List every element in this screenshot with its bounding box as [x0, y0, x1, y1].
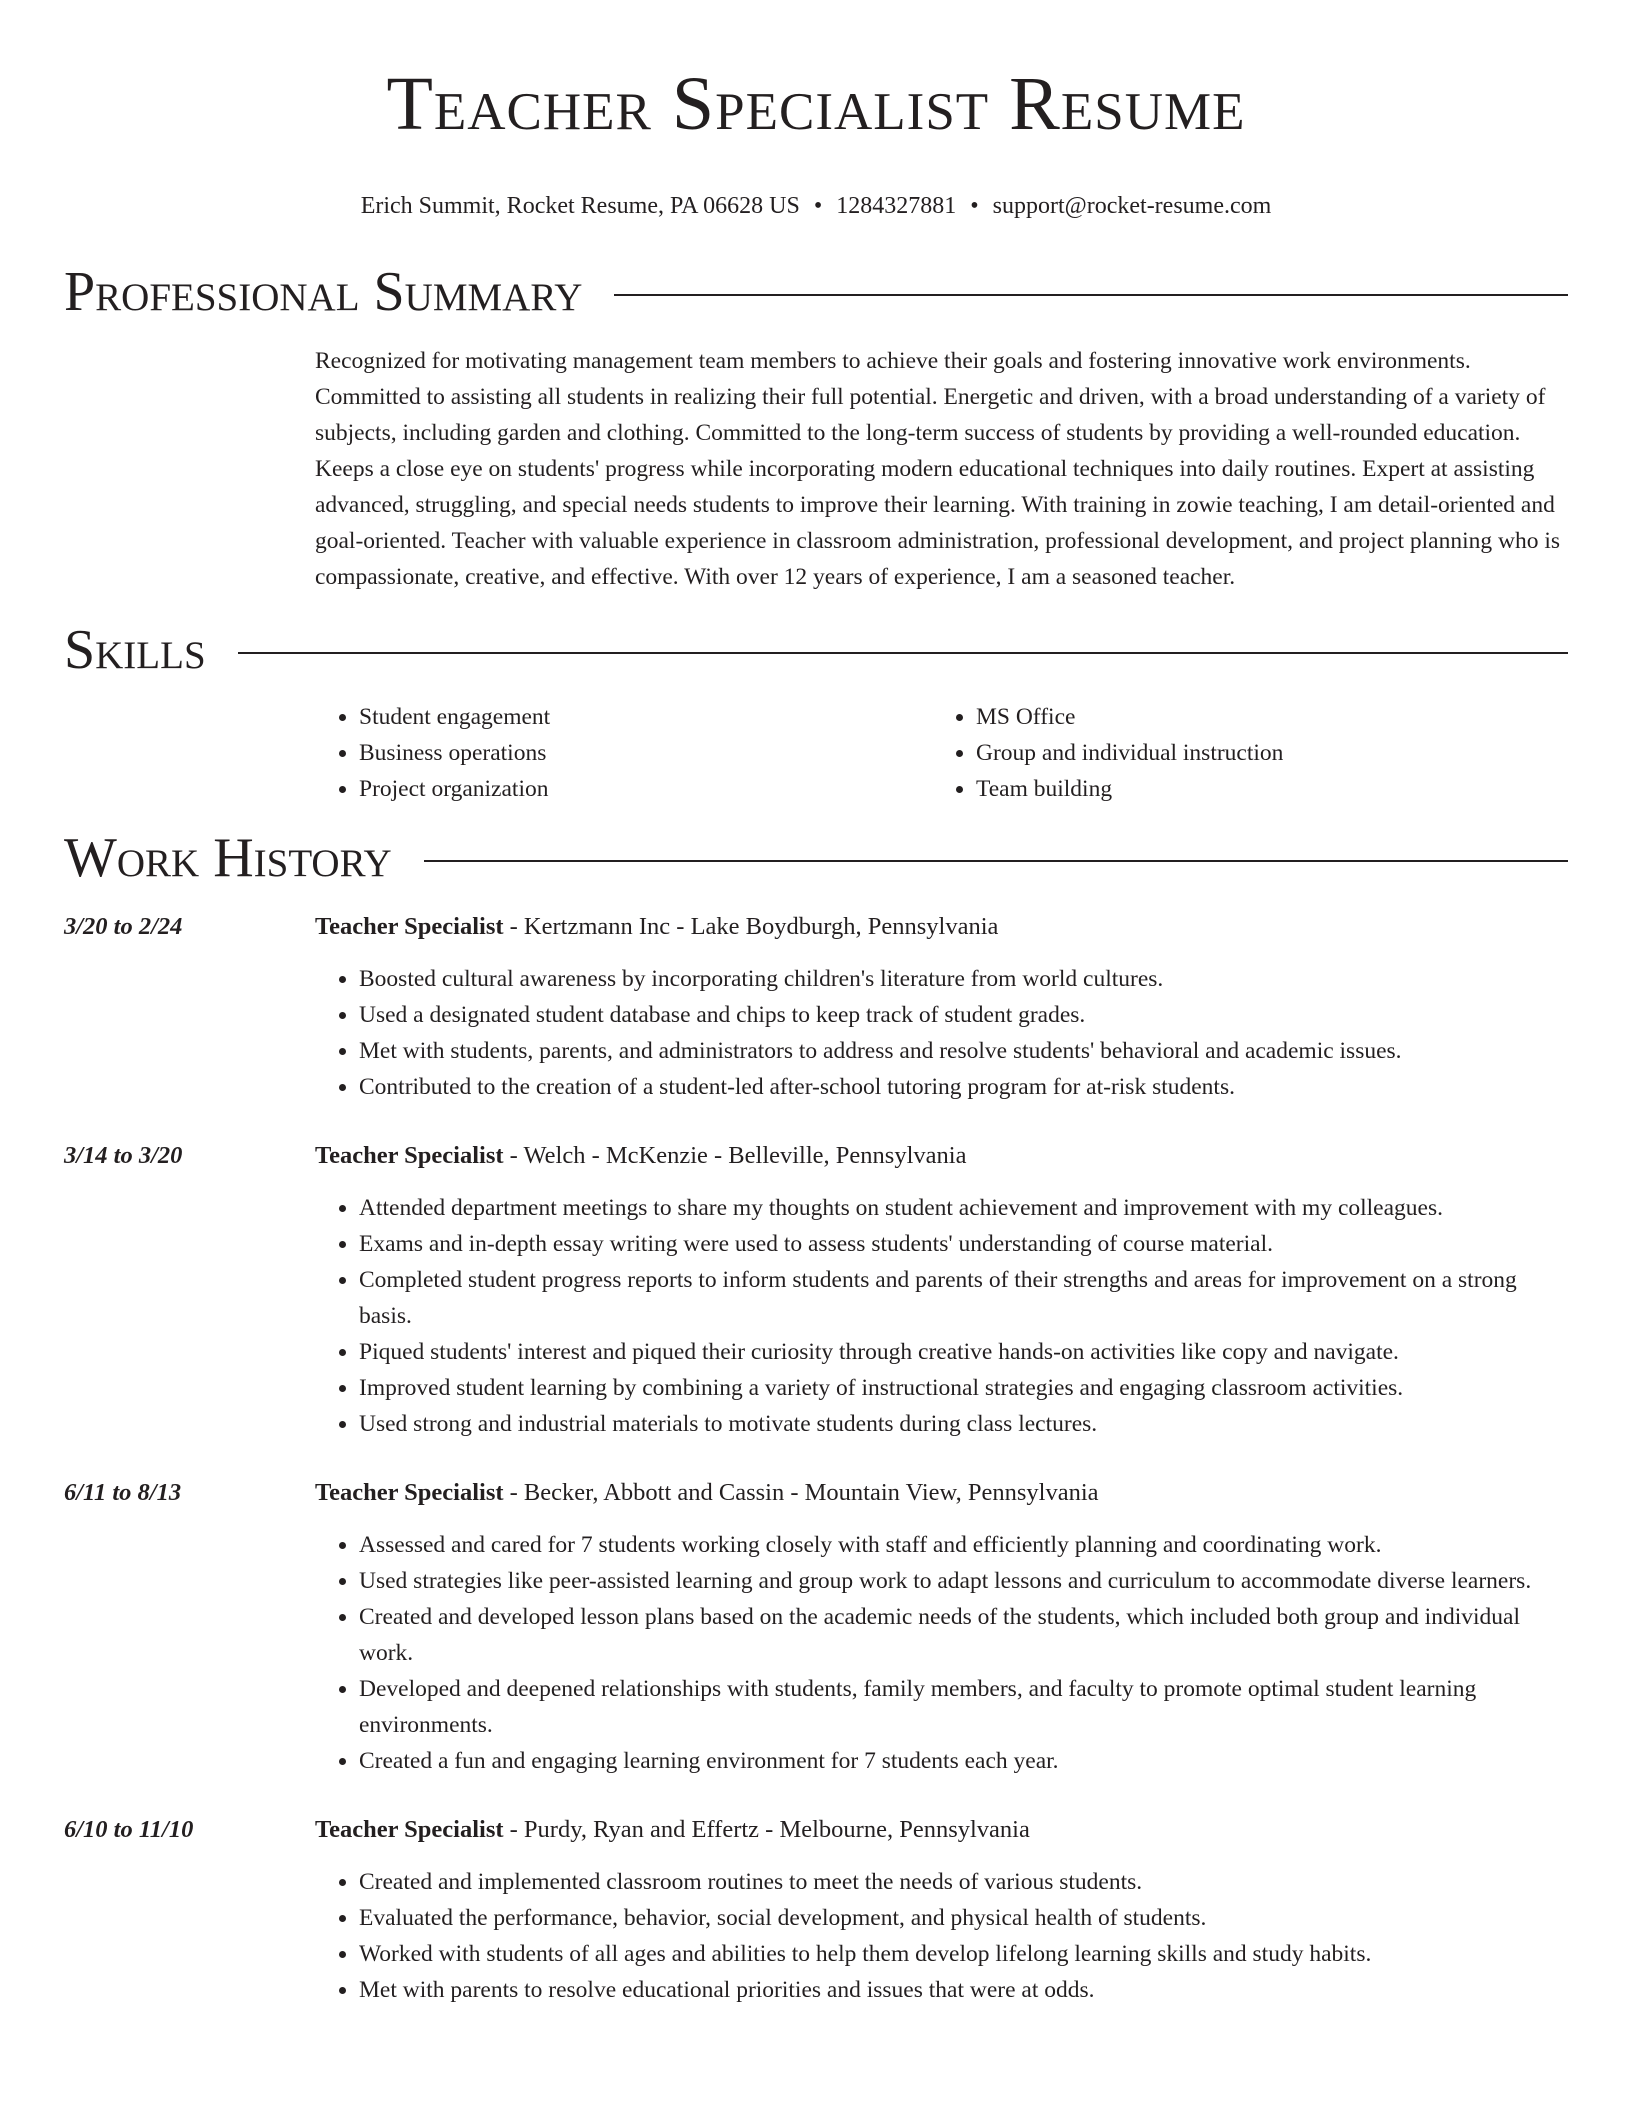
- job-bullet: • Used strong and industrial materials to motivate students during class lectures.: [359, 1406, 1568, 1442]
- job-bullet: • Completed student progress reports to inform students and parents of their strengths and areas for improvement on a strong basis.: [359, 1262, 1568, 1334]
- summary-text: Recognized for motivating management team members to achieve their goals and fostering innovative work environments. Committed to assisting all students in realizing their full potential. Energetic and driven, with a broad understanding of a variety of subjects, including garden and clothing. Committed to the long-term success of students by providing a well-rounded education. Keeps a close eye on students' progress while incorporating modern educational techniques into daily routines. Expert at assisting advanced, struggling, and special needs students to improve their learning. With training in zowie teaching, I am detail-oriented and goal-oriented. Teacher with valuable experience in classroom administration, professional development, and project planning who is compassionate, creative, and effective. With over 12 years of experience, I am a seasoned teacher.: [315, 348, 1560, 590]
- contact-separator: •: [813, 193, 823, 219]
- job-heading-line: [315, 1812, 1030, 1848]
- job-entry: [64, 909, 1568, 1105]
- job-bullet: • Evaluated the performance, behavior, social development, and physical health of students.: [359, 1900, 1568, 1936]
- section-divider: [238, 652, 1568, 654]
- work-heading: Work History: [64, 827, 392, 889]
- job-heading-line: [315, 1475, 1099, 1511]
- skills-heading: Skills: [64, 619, 206, 681]
- job-bullet: • Worked with students of all ages and abilities to help them develop lifelong learning skills and study habits.: [359, 1936, 1568, 1972]
- job-bullet: • Used strategies like peer-assisted learning and group work to adapt lessons and curriculum to accommodate diverse learners.: [359, 1563, 1568, 1599]
- job-bullets: [315, 1527, 1568, 1779]
- job-bullets: [315, 1190, 1568, 1442]
- job-bullet: • Boosted cultural awareness by incorporating children's literature from world cultures.: [359, 961, 1568, 997]
- skill-item: • MS Office: [976, 699, 1549, 735]
- job-entry: [64, 1812, 1568, 2008]
- summary-body: [315, 343, 1568, 595]
- job-dates: 3/20 to 2/24: [64, 913, 183, 940]
- resume-title: Teacher Specialist Resume: [386, 62, 1246, 146]
- skills-column-right: [932, 699, 1549, 807]
- skills-column-left: [315, 699, 932, 807]
- job-header: [64, 1812, 1568, 1848]
- job-bullet: • Assessed and cared for 7 students working closely with staff and efficiently planning and coordinating work.: [359, 1527, 1568, 1563]
- job-bullet: • Met with parents to resolve educational priorities and issues that were at odds.: [359, 1972, 1568, 2008]
- contact-email: support@rocket-resume.com: [992, 193, 1272, 219]
- job-heading-line: [315, 1138, 966, 1174]
- skills-section-header: [64, 615, 1568, 685]
- job-title: Teacher Specialist: [315, 1142, 504, 1169]
- job-bullet: • Contributed to the creation of a student-led after-school tutoring program for at-risk students.: [359, 1069, 1568, 1105]
- section-divider: [614, 294, 1568, 296]
- job-bullets: [315, 961, 1568, 1105]
- summary-heading: Professional Summary: [64, 261, 583, 323]
- job-bullet: • Piqued students' interest and piqued their curiosity through creative hands-on activities like copy and navigate.: [359, 1334, 1568, 1370]
- contact-separator: •: [970, 193, 979, 219]
- job-entry: [64, 1138, 1568, 1442]
- job-title: Teacher Specialist: [315, 913, 504, 940]
- job-bullets: [315, 1864, 1568, 2008]
- job-bullet: • Attended department meetings to share my thoughts on student achievement and improvement with my colleagues.: [359, 1190, 1568, 1226]
- job-bullet: • Met with students, parents, and administrators to address and resolve students' behavioral and academic issues.: [359, 1033, 1568, 1069]
- skill-item: • Group and individual instruction: [976, 735, 1549, 771]
- skill-item: • Project organization: [359, 771, 932, 807]
- job-header: [64, 909, 1568, 945]
- job-dates: 3/14 to 3/20: [64, 1142, 183, 1169]
- job-header: [64, 1138, 1568, 1174]
- skills-list: [315, 699, 1568, 807]
- skill-item: • Business operations: [359, 735, 932, 771]
- job-details: - Kertzmann Inc - Lake Boydburgh, Pennsylvania: [503, 913, 999, 940]
- work-section-header: [64, 823, 1568, 893]
- summary-section-header: [64, 257, 1568, 327]
- skill-item: • Team building: [976, 771, 1549, 807]
- job-details: - Becker, Abbott and Cassin - Mountain View, Pennsylvania: [503, 1479, 1099, 1506]
- job-bullet: • Created and developed lesson plans based on the academic needs of the students, which included both group and individual work.: [359, 1599, 1568, 1671]
- skill-item: • Student engagement: [359, 699, 932, 735]
- job-bullet: • Used a designated student database and chips to keep track of student grades.: [359, 997, 1568, 1033]
- job-entry: [64, 1475, 1568, 1779]
- job-heading-line: [315, 909, 998, 945]
- job-title: Teacher Specialist: [315, 1816, 504, 1843]
- contact-phone: 1284327881: [836, 193, 957, 219]
- job-dates: 6/11 to 8/13: [64, 1479, 182, 1506]
- job-bullet: • Developed and deepened relationships with students, family members, and faculty to promote optimal student learning environments.: [359, 1671, 1568, 1743]
- job-header: [64, 1475, 1568, 1511]
- job-bullet: • Created a fun and engaging learning environment for 7 students each year.: [359, 1743, 1568, 1779]
- job-dates: 6/10 to 11/10: [64, 1816, 194, 1843]
- contact-address: Erich Summit, Rocket Resume, PA 06628 US: [360, 193, 800, 219]
- job-details: - Welch - McKenzie - Belleville, Pennsylvania: [503, 1142, 967, 1169]
- contact-line: [64, 189, 1568, 223]
- job-bullet: • Created and implemented classroom routines to meet the needs of various students.: [359, 1864, 1568, 1900]
- job-details: - Purdy, Ryan and Effertz - Melbourne, Pennsylvania: [503, 1816, 1030, 1843]
- section-divider: [424, 860, 1568, 862]
- job-title: Teacher Specialist: [315, 1479, 504, 1506]
- job-bullet: • Exams and in-depth essay writing were used to assess students' understanding of course material.: [359, 1226, 1568, 1262]
- job-bullet: • Improved student learning by combining a variety of instructional strategies and engaging classroom activities.: [359, 1370, 1568, 1406]
